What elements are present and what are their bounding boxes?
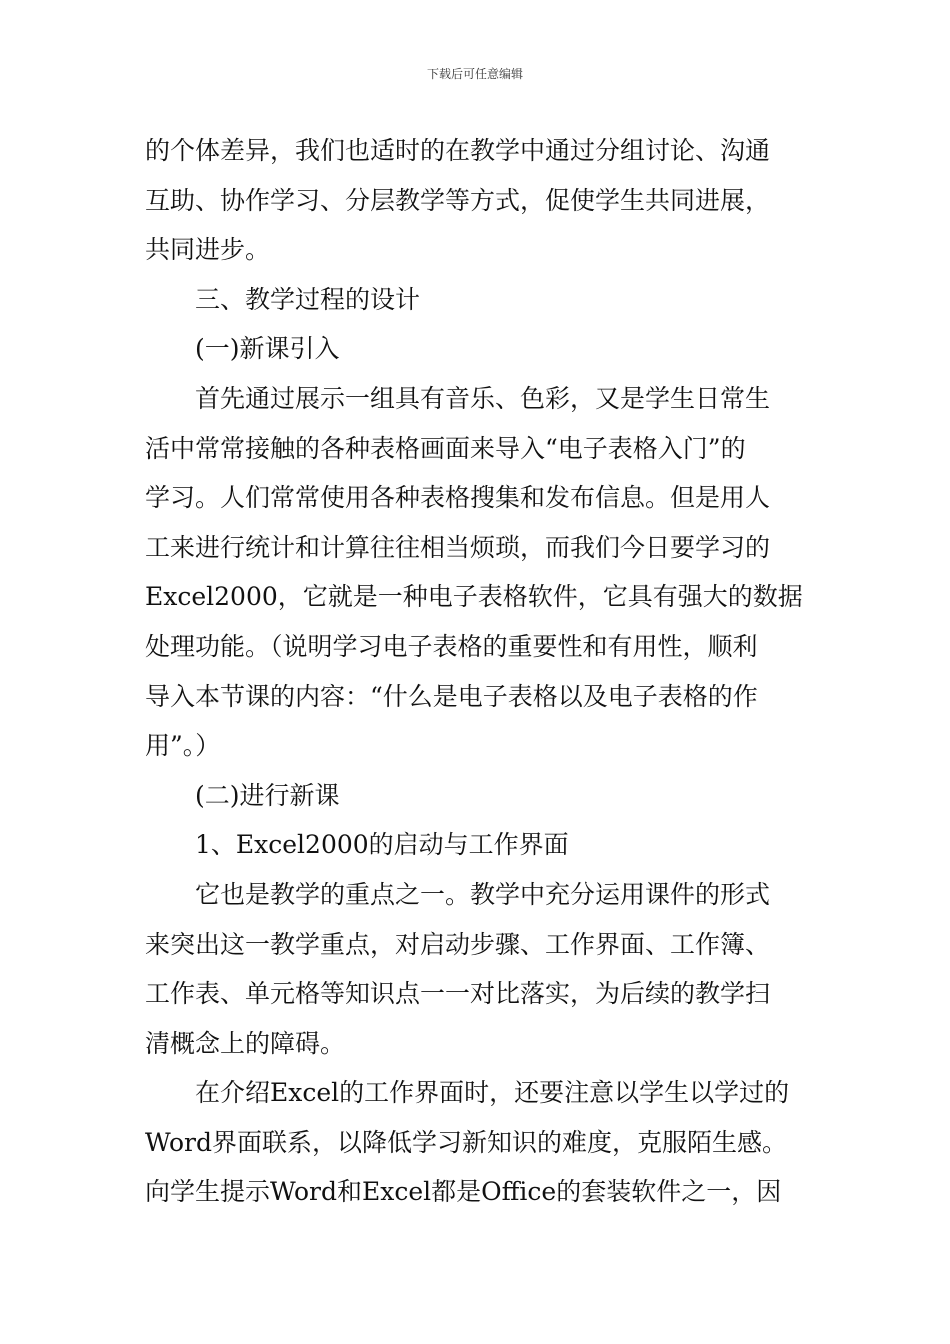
- text-line: 学习。人们常常使用各种表格搜集和发布信息。但是用人: [145, 483, 771, 513]
- section-heading: 三、教学过程的设计: [195, 284, 421, 314]
- subsection-heading: (一)新课引入: [195, 334, 340, 364]
- item-heading: 1、Excel2000的启动与工作界面: [195, 830, 569, 860]
- subsection-heading: (二)进行新课: [195, 780, 340, 810]
- text-line: 首先通过展示一组具有音乐、色彩，又是学生日常生: [195, 383, 771, 413]
- text-line: 互助、协作学习、分层教学等方式，促使学生共同进展，: [145, 185, 771, 215]
- page-header: 下载后可任意编辑: [426, 67, 523, 81]
- text-line: 用”。）: [145, 731, 221, 761]
- text-line: 共同进步。: [145, 235, 271, 265]
- text-line: Excel2000，它就是一种电子表格软件，它具有强大的数据: [145, 582, 803, 612]
- text-line: 处理功能。（说明学习电子表格的重要性和有用性，顺利: [145, 631, 758, 661]
- text-line: 来突出这一教学重点，对启动步骤、工作界面、工作簿、: [145, 929, 771, 959]
- text-line: 导入本节课的内容：“什么是电子表格以及电子表格的作: [145, 681, 758, 711]
- text-line: 工来进行统计和计算往往相当烦琐，而我们今日要学习的: [145, 532, 771, 562]
- document-body: [145, 126, 810, 1217]
- text-line: 向学生提示Word和Excel都是Office的套装软件之一，因: [145, 1177, 782, 1207]
- text-line: 的个体差异，我们也适时的在教学中通过分组讨论、沟通: [145, 136, 771, 165]
- text-line: 工作表、单元格等知识点一一对比落实，为后续的教学扫: [145, 979, 771, 1009]
- text-line: 它也是教学的重点之一。教学中充分运用课件的形式: [195, 879, 771, 909]
- text-line: 活中常常接触的各种表格画面来导入“电子表格入门”的: [145, 433, 746, 463]
- text-line: 在介绍Excel的工作界面时，还要注意以学生以学过的: [195, 1078, 790, 1108]
- text-line: 清概念上的障碍。: [145, 1028, 346, 1058]
- text-line: Word界面联系，以降低学习新知识的难度，克服陌生感。: [145, 1127, 788, 1157]
